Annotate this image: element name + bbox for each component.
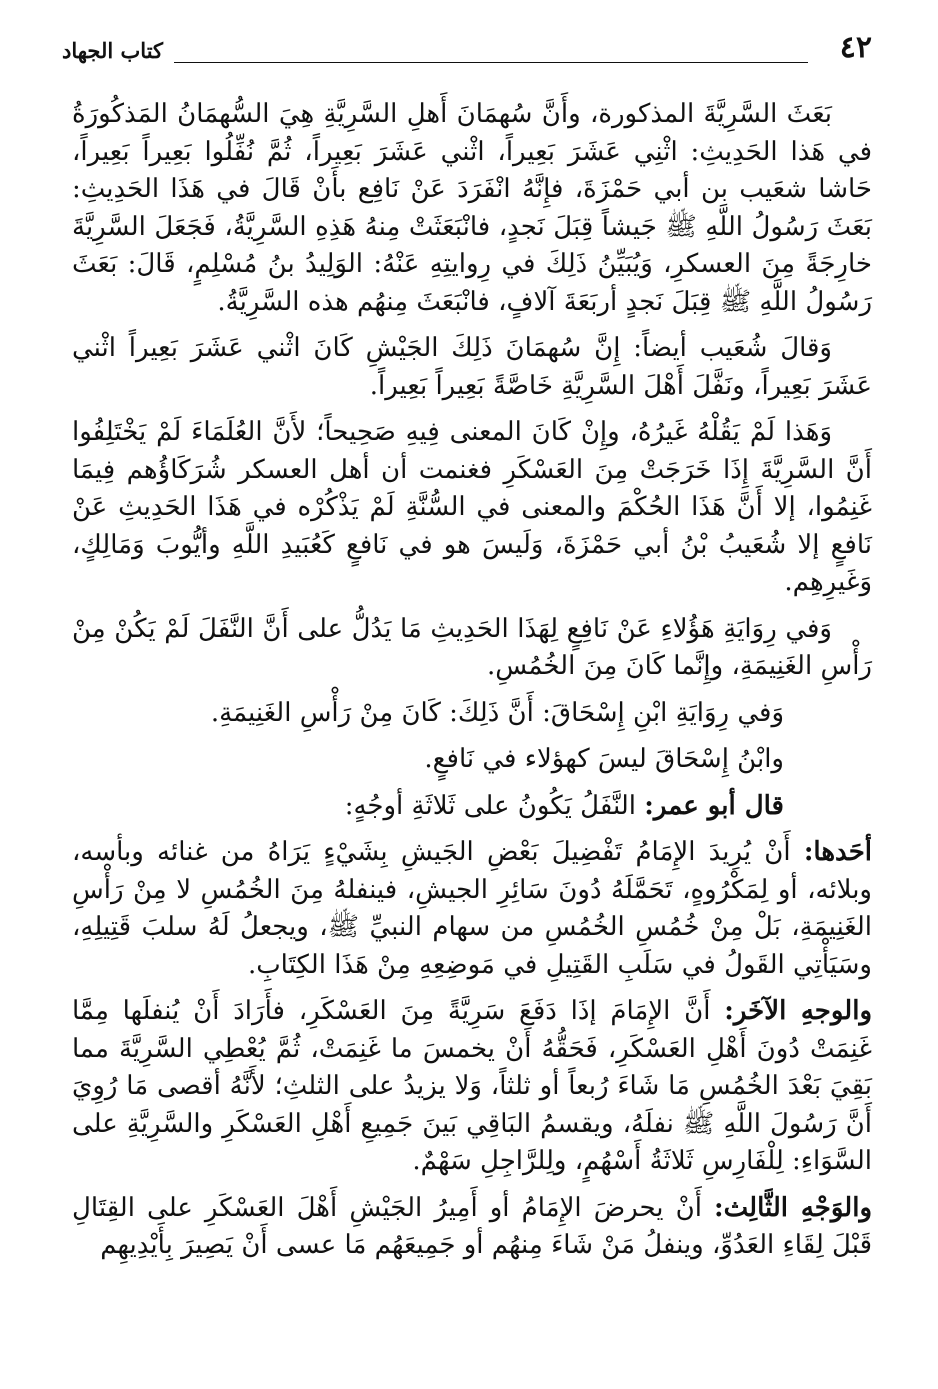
paragraph-lead: أحَدها: (803, 837, 873, 867)
paragraph-lead: قال أبو عمر: (644, 790, 784, 821)
paragraph-lead: والوجهِ الآخَر: (724, 996, 872, 1026)
paragraph-text: وَهَذا لَمْ يَقُلْهُ غَيرُهُ، وإِنْ كَانَ المعنى فِيهِ صَحِيحاً؛ لأَنَّ العُلَمَاءَ لَمْ يَخْتَلِفُوا أَنَّ السَّرِيَّةَ إِذَا خَرَجَتْ مِنَ العَسْكَرِ فغنمت أن أهل العسكر شُرَكَاؤُهم فِيمَا غَنِمُوا، إلا أَنَّ هَذَا الحُكْمَ والمعنى في السُّنَّةِ لَمْ يَذْكُرْه في هَذَا الحَدِيثِ عَنْ نَافعٍ إلا شُعَيبُ بْنُ أبي حَمْزَةَ، وَلَيسَ هو في نَافعٍ كَعُبَيدِ اللَّهِ وأيُّوبَ وَمَالِكٍ، وَغَيرِهِم. (72, 417, 873, 597)
paragraph (72, 611, 872, 686)
paragraph-text: وَفي رِوَايَةِ هَؤُلاءِ عَنْ نَافِعٍ لِهَذَا الحَدِيثِ مَا يَدُلُّ على أَنَّ النَّفَلَ لَمْ يَكُنْ مِنْ رَأْسِ الغَنِيمَةِ، وإِنَّما كَانَ مِنَ الخُمُسِ. (72, 613, 872, 681)
paragraph-text: بَعَثَ السَّرِيَّةَ المذكورة، وأَنَّ سُهمَانَ أَهلِ السَّرِيَّةِ هِيَ السُّهمَانُ المَذكُورَةُ في هَذا الحَدِيثِ: اثْنِي عَشَرَ بَعِيراً، اثْني عَشَرَ بَعِيراً، ثُمَّ نُفِّلُوا بَعِيراً بَعِيراً، حَاشا شعَيب بن أبي حَمْزَةَ، فإِنَّهُ انْفَرَدَ عَنْ نَافِع بأَنْ قَالَ في هَذَا الحَدِيثِ: بَعَثَ رَسُولُ اللَّهِ ﷺ جَيشاً قِبَلَ نَجدٍ، فانْبَعَثَتْ مِنهُ هَذِهِ السَّرِيَّةُ، فَجَعَلَ السَّرِيَّةَ خارِجَةً مِنَ العسكرِ، وَيُبَيِّنُ ذَلِكَ في رِوايتِهِ عَنْهُ: الوَلِيدُ بنُ مُسْلِمٍ، قَالَ: بَعَثَ رَسُولُ اللَّهِ ﷺ قِبَلَ نَجدٍ أربَعَةَ آلافٍ، فانْبَعَثَ مِنهُم هذه السَّرِيَّةُ. (72, 99, 872, 317)
paragraph (72, 1190, 872, 1265)
paragraph (72, 741, 784, 779)
paragraph-text: وابْنُ إِسْحَاقَ ليسَ كهؤلاء في نَافعٍ. (424, 744, 784, 774)
paragraph-text: أَنْ يُرِيدَ الإِمَامُ تَفْضِيلَ بَعْضِ الجَيشِ بِشَيْءٍ يَرَاهُ من غنائه وبأسه، وبلائه، أو لِمَكْرُوهٍ، تَحَمَّلَهُ دُونَ سَائِرِ الجيشِ، فينفلهُ مِنَ الخُمُسِ لا مِنْ رَأْسِ الغَنِيمَةِ، بَلْ مِنْ خُمُسِ الخُمُسِ من سهام النبيِّ ﷺ، ويجعلُ لَهُ سلبَ قَتِيلِهِ، وسَيَأْتِي القَولُ في سَلَبِ القَتِيلِ في مَوضِعِهِ مِنْ هَذَا الكِتَابِ. (72, 837, 872, 980)
paragraph (72, 993, 872, 1181)
page-number: ٤٢ (839, 30, 872, 65)
paragraph-text: وَقالَ شُعَيب أيضاً: إِنَّ سُهمَانَ ذَلِكَ الجَيْشِ كَانَ اثْني عَشَرَ بَعِيراً اثْني عَشَرَ بَعِيراً، ونَفَّلَ أَهْلَ السَّرِيَّةِ خَاصَّةً بَعِيراً بَعِيراً. (72, 333, 872, 401)
paragraph (72, 834, 872, 984)
paragraph-text: وَفي رِوَايَةِ ابْنِ إِسْحَاقَ: أَنَّ ذَلِكَ: كَانَ مِنْ رَأْسِ الغَنِيمَةِ. (210, 697, 784, 728)
paragraph (72, 96, 872, 321)
page-header (62, 28, 872, 68)
paragraph (72, 414, 872, 602)
book-title: كتاب الجهاد (62, 38, 164, 63)
paragraph (72, 330, 872, 405)
paragraph-lead: والوَجْهِ الثَّالِث: (714, 1192, 872, 1223)
paragraph-text: النَّفَلُ يَكُونُ على ثَلاثَةِ أوجُهٍ: (344, 790, 636, 821)
header-rule (174, 62, 808, 63)
paragraph (72, 788, 784, 826)
body-text (72, 96, 872, 1274)
paragraph (72, 695, 784, 733)
paragraph-text: أَنَّ الإِمَامَ إذَا دَفَعَ سَرِيَّةً مِنَ العَسْكَرِ، فأَرَادَ أَنْ يُنفلَها مِمَّا غَنِمَتْ دُونَ أَهْلِ العَسْكَرِ، فَحَقُّهُ أَنْ يخمسَ ما غَنِمَتْ، ثُمَّ يُعْطِي السَّرِيَّةَ مما بَقِيَ بَعْدَ الخُمُسِ مَا شَاءَ رُبعاً أو ثلثاً، وَلا يزيدُ على الثلثِ؛ لأَنَّهُ أقصى مَا رُوِيَ أَنَّ رَسُولَ اللَّهِ ﷺ نفلَهُ، ويقسمُ البَاقِي بَينَ جَمِيعِ أَهْلِ العَسْكَرِ والسَّرِيَّةِ على السَّوَاءِ: لِلْفَارِسِ ثَلاثَةُ أَسْهُمٍ، ولِلرَّاجِلِ سَهْمٌ. (72, 996, 872, 1176)
paragraph-text: أَنْ يحرضَ الإِمَامُ أو أَمِيرُ الجَيْشِ أَهْلَ العَسْكَرِ على القِتَالِ قَبْلَ لِقَاءِ العَدُوِّ، وينفلُ مَنْ شَاءَ مِنهُم أو جَمِيعَهُم مَا عسى أَنْ يَصِيرَ بِأَيْدِيهِم (72, 1192, 872, 1260)
